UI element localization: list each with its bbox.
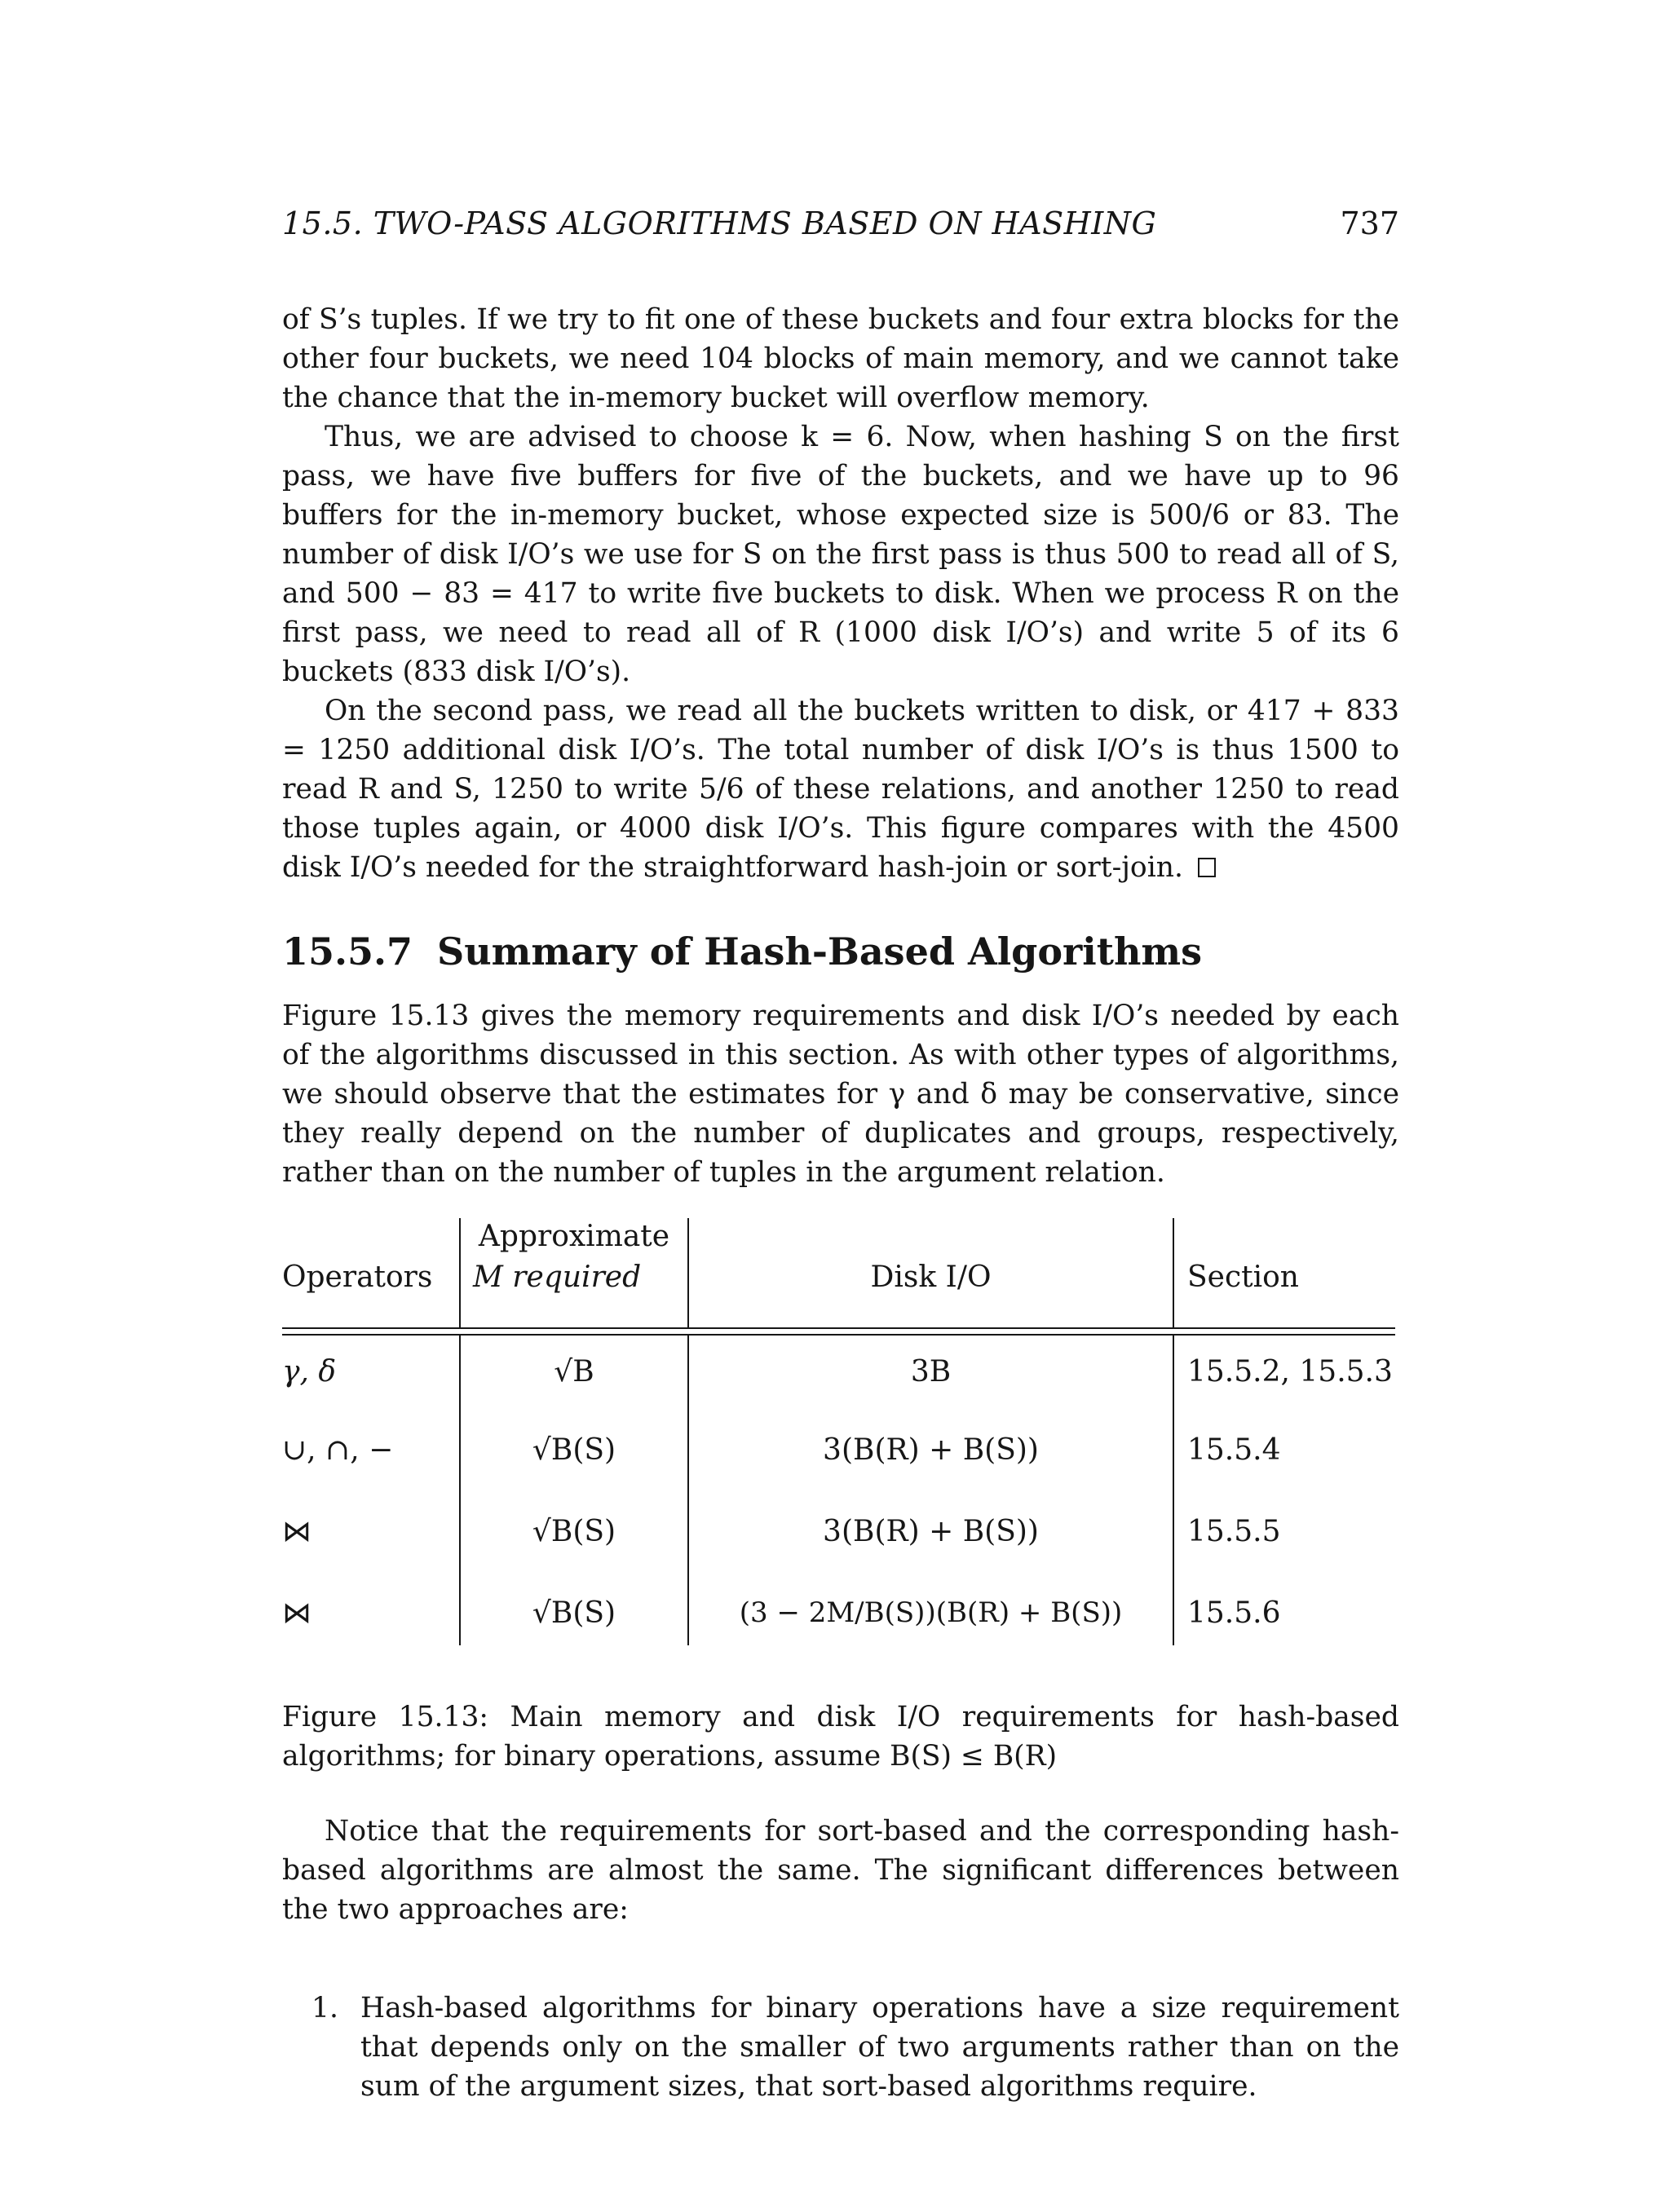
row-disk-io: (3 − 2M/B(S))(B(R) + B(S)) [739, 1596, 1123, 1629]
row-section: 15.5.2, 15.5.3 [1187, 1355, 1393, 1389]
row-operator: ⋈ [282, 1515, 311, 1548]
paragraph-choose-k: Thus, we are advised to choose k = 6. Now, when hashing S on the first pass, we have five buffers for five of the buckets, and we have up to 96 buffers for the in-memory bucket, whose expected size is 500/6 or 83. The number of disk I/O’s we use for S on the first pass is thus 500 to read all of S, and 500 − 83 = 417 to write five buckets to disk. When we process R on the first pass, we need to read all of R (1000 disk I/O’s) and write 5 of its 6 buckets (833 disk I/O’s). [282, 421, 1399, 688]
section-intro [282, 996, 1399, 1192]
row-operator: γ, δ [282, 1355, 337, 1389]
running-head [282, 205, 1399, 246]
header-section: Section [1187, 1261, 1299, 1294]
row-memory: √B [554, 1355, 594, 1389]
row-memory: √B(S) [532, 1515, 616, 1548]
table-header-rule [282, 1334, 1395, 1336]
row-disk-io: 3B [910, 1355, 952, 1389]
row-memory: √B(S) [532, 1596, 616, 1630]
row-operator: ∪, ∩, − [282, 1433, 394, 1467]
table-rule [1173, 1336, 1174, 1645]
header-disk-io: Disk I/O [870, 1261, 992, 1294]
paragraph-notice: Notice that the requirements for sort-based and the corresponding hash-based algorithms are almost the same. The significant differences between the two approaches are: [282, 1815, 1399, 1926]
header-memory-line1: Approximate [478, 1220, 670, 1253]
header-memory-line2: M required [473, 1261, 642, 1294]
body-text-bottom [282, 1812, 1399, 1929]
section-number: 15.5.7 [282, 929, 413, 974]
table-rule [1173, 1218, 1174, 1327]
running-head-title: 15.5. TWO-PASS ALGORITHMS BASED ON HASHING [282, 205, 1157, 241]
paragraph-second-pass-text: On the second pass, we read all the buckets written to disk, or 417 + 833 = 1250 additional disk I/O’s. The total number of disk I/O’s is thus 1500 to read R and S, 1250 to write 5/6 of these relations, and another 1250 to read those tuples again, or 4000 disk I/O’s. This figure compares with the 4500 disk I/O’s needed for the straightforward hash-join or sort-join. [282, 695, 1399, 884]
list-marker: 1. [311, 1992, 338, 2024]
page-number: 737 [1340, 205, 1399, 241]
section-intro-paragraph: Figure 15.13 gives the memory requirements and disk I/O’s needed by each of the algorithms discussed in this section. As with other types of algorithms, we should observe that the estimates for γ and δ may be conservative, since they really depend on the number of duplicates and groups, respectively, rather than on the number of tuples in the argument relation. [282, 1000, 1399, 1189]
row-disk-io: 3(B(R) + B(S)) [823, 1515, 1039, 1548]
row-section: 15.5.6 [1187, 1596, 1281, 1630]
requirements-table [282, 1218, 1399, 1645]
figure-caption: Figure 15.13: Main memory and disk I/O requirements for hash-based algorithms; for binary operations, assume B(S) ≤ B(R) [282, 1701, 1399, 1773]
list-item-text: Hash-based algorithms for binary operations have a size requirement that depends only on the smaller of two arguments rather than on the sum of the argument sizes, that sort-based algorithms require. [360, 1992, 1399, 2103]
row-disk-io: 3(B(R) + B(S)) [823, 1433, 1039, 1467]
table-header-rule [282, 1327, 1395, 1329]
row-section: 15.5.4 [1187, 1433, 1281, 1467]
section-heading [282, 929, 1202, 974]
end-of-proof-icon [1198, 858, 1216, 877]
row-memory: √B(S) [532, 1433, 616, 1467]
section-title: Summary of Hash-Based Algorithms [437, 929, 1202, 974]
row-operator: ⋈ [282, 1596, 311, 1630]
row-section: 15.5.5 [1187, 1515, 1281, 1548]
body-text-top [282, 300, 1399, 887]
paragraph-continuation: of S’s tuples. If we try to fit one of these buckets and four extra blocks for the other four buckets, we need 104 blocks of main memory, and we cannot take the chance that the in-memory bucket will overflow memory. [282, 303, 1399, 414]
paragraph-second-pass [282, 691, 1399, 887]
header-operators: Operators [282, 1261, 433, 1294]
